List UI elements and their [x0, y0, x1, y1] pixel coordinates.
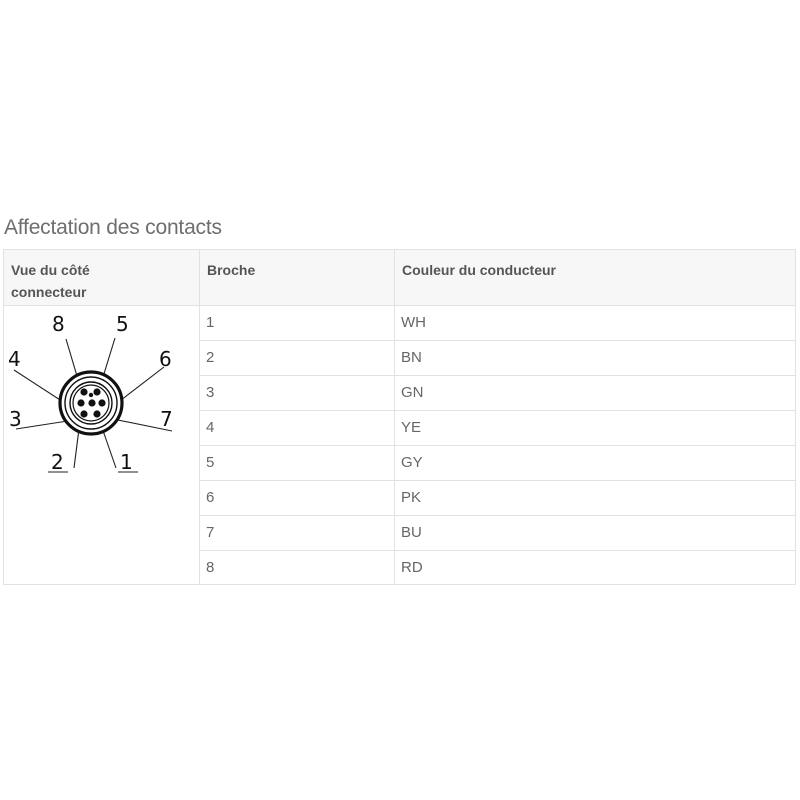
pin-label-2: 2: [51, 450, 64, 474]
pin-number-cell: 6: [200, 481, 395, 516]
pin-label-8: 8: [52, 312, 65, 336]
pin-label-4: 4: [8, 347, 21, 371]
connector-pinout-diagram: [4, 306, 199, 582]
pin-label-1: 1: [120, 450, 133, 474]
wire-color-cell: BU: [395, 516, 796, 551]
wire-color-cell: WH: [395, 306, 796, 341]
wire-color-cell: GY: [395, 446, 796, 481]
pin-assignment-table: [3, 249, 796, 585]
pin-number-cell: 1: [200, 306, 395, 341]
header-pin: Broche: [200, 250, 395, 306]
pin-number-cell: 4: [200, 411, 395, 446]
table-row: [4, 306, 796, 341]
pin-label-3: 3: [9, 407, 22, 431]
header-wire-color: Couleur du conducteur: [395, 250, 796, 306]
pin-number-cell: 2: [200, 341, 395, 376]
pin-label-6: 6: [159, 347, 172, 371]
connector-diagram-cell: [4, 306, 200, 585]
header-connector-view: [4, 250, 200, 306]
pin-number-cell: 3: [200, 376, 395, 411]
header-connector-view-line1: Vue du côté: [11, 262, 90, 278]
section-title: Affectation des contacts: [4, 216, 222, 239]
wire-color-cell: YE: [395, 411, 796, 446]
wire-color-cell: GN: [395, 376, 796, 411]
pin-label-7: 7: [160, 407, 173, 431]
connector-face-icon: [60, 372, 122, 434]
wire-color-cell: RD: [395, 551, 796, 585]
pin-number-cell: 5: [200, 446, 395, 481]
wire-color-cell: PK: [395, 481, 796, 516]
table-header-row: [4, 250, 796, 306]
pin-number-cell: 8: [200, 551, 395, 585]
wire-color-cell: BN: [395, 341, 796, 376]
pin-label-5: 5: [116, 312, 129, 336]
pin-number-cell: 7: [200, 516, 395, 551]
header-connector-view-line2: connecteur: [11, 284, 87, 300]
